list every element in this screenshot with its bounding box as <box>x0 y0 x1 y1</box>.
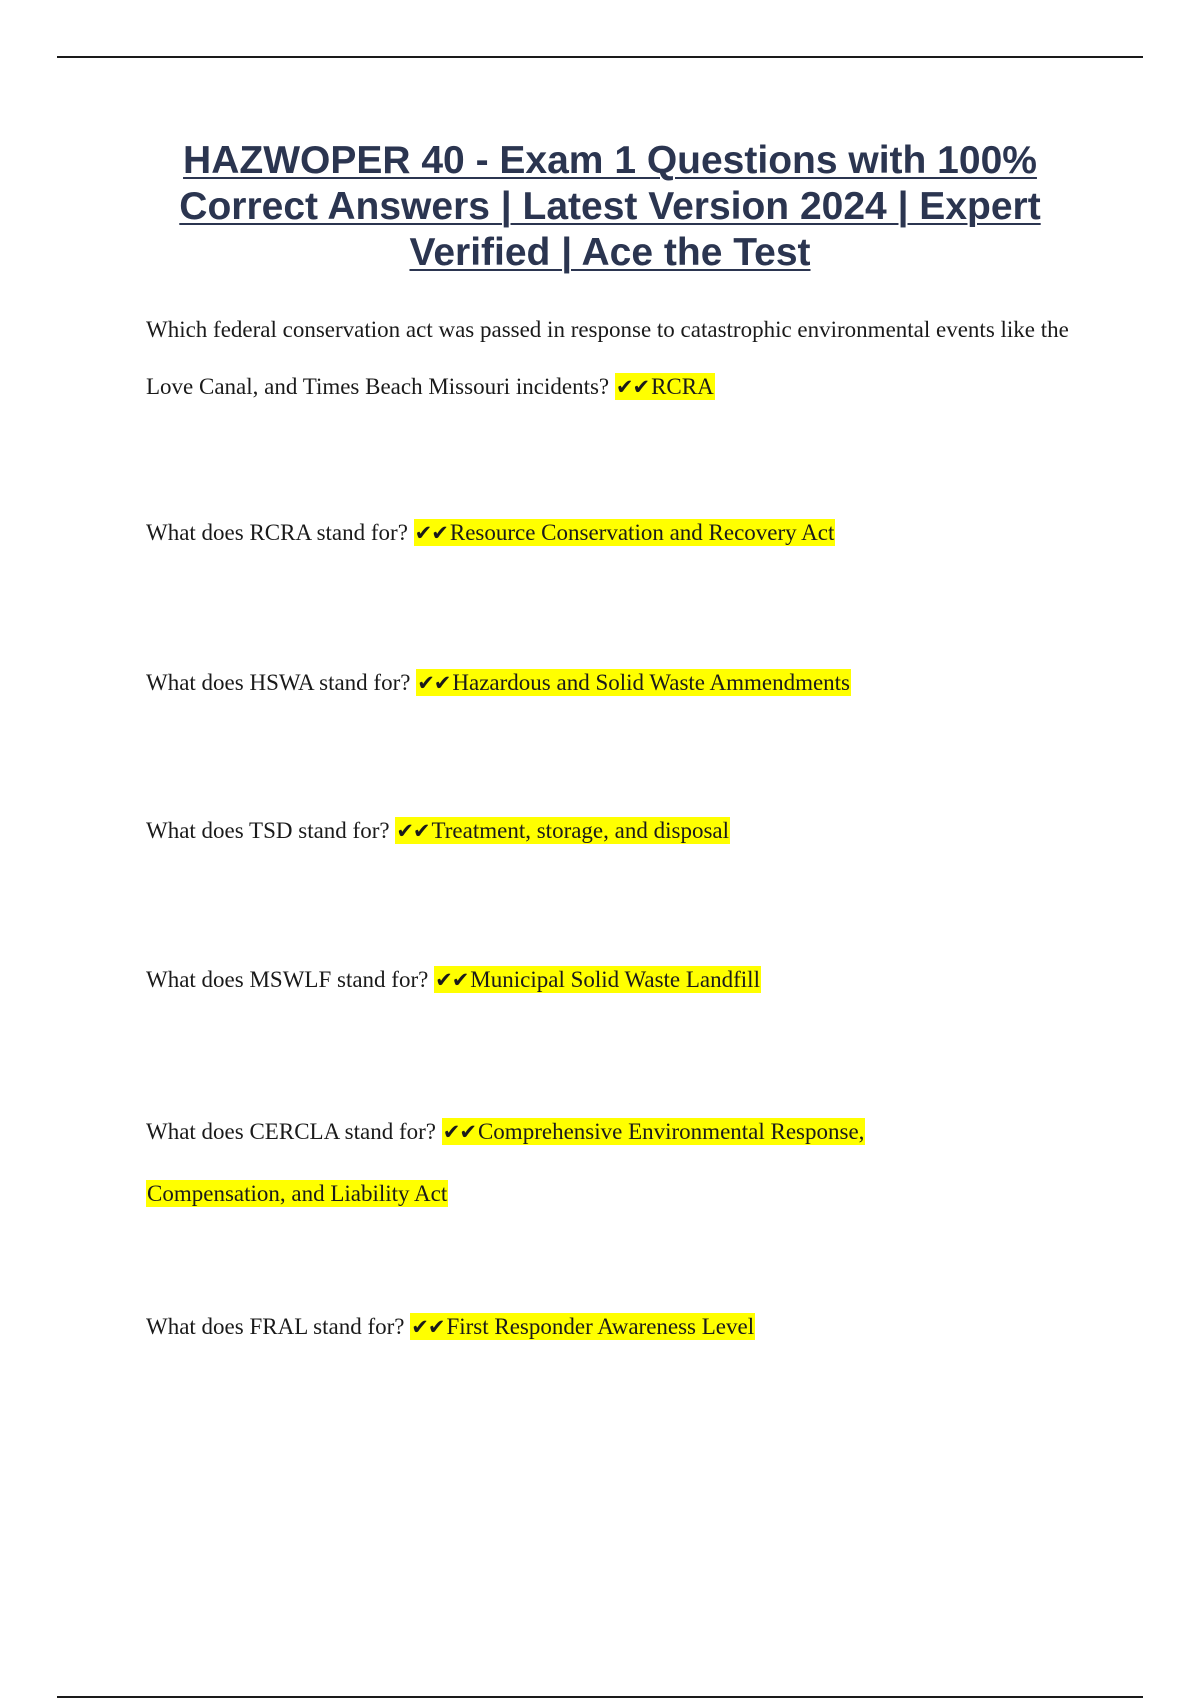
answer-text: First Responder Awareness Level <box>446 1314 755 1339</box>
question-text: What does FRAL stand for? <box>146 1314 405 1339</box>
answer-highlight <box>414 519 836 546</box>
double-check-icon: ✔✔ <box>414 521 448 545</box>
question-text: Which federal conservation act was passed in response to catastrophic environmental events like the Love Canal, and Times Beach Missouri incidents? <box>146 317 1069 399</box>
answer-text: Resource Conservation and Recovery Act <box>449 520 835 545</box>
qa-item-3 <box>146 654 1086 712</box>
double-check-icon: ✔✔ <box>442 1120 476 1144</box>
document-title: HAZWOPER 40 - Exam 1 Questions with 100% Correct Answers | Latest Version 2024 | Expert Verified | Ace the Test <box>179 139 1041 274</box>
qa-item-7 <box>146 1298 1086 1356</box>
answer-highlight <box>434 966 761 993</box>
answer-text: Comprehensive Environmental Response, Compensation, and Liability Act <box>147 1119 865 1206</box>
qa-item-5 <box>146 951 1086 1009</box>
answer-text: Hazardous and Solid Waste Ammendments <box>452 670 851 695</box>
bottom-rule <box>57 1696 1143 1698</box>
answer-text: Treatment, storage, and disposal <box>431 818 729 843</box>
top-rule <box>57 56 1143 58</box>
qa-item-4 <box>146 802 1086 860</box>
answer-highlight <box>615 373 715 400</box>
question-text: What does CERCLA stand for? <box>146 1119 437 1144</box>
double-check-icon: ✔✔ <box>615 375 650 399</box>
question-text: What does TSD stand for? <box>146 818 390 843</box>
answer-highlight <box>395 817 730 844</box>
qa-item-2 <box>146 504 1086 562</box>
question-text: What does HSWA stand for? <box>146 670 411 695</box>
answer-text: Municipal Solid Waste Landfill <box>470 967 760 992</box>
double-check-icon: ✔✔ <box>417 671 451 695</box>
answer-highlight <box>416 669 851 696</box>
answer-text: RCRA <box>651 374 714 399</box>
qa-item-6 <box>146 1101 926 1224</box>
question-text: What does MSWLF stand for? <box>146 967 429 992</box>
qa-item-1 <box>146 301 1086 416</box>
question-text: What does RCRA stand for? <box>146 520 408 545</box>
double-check-icon: ✔✔ <box>396 819 430 843</box>
double-check-icon: ✔✔ <box>411 1315 445 1339</box>
answer-highlight <box>410 1313 755 1340</box>
double-check-icon: ✔✔ <box>435 968 469 992</box>
